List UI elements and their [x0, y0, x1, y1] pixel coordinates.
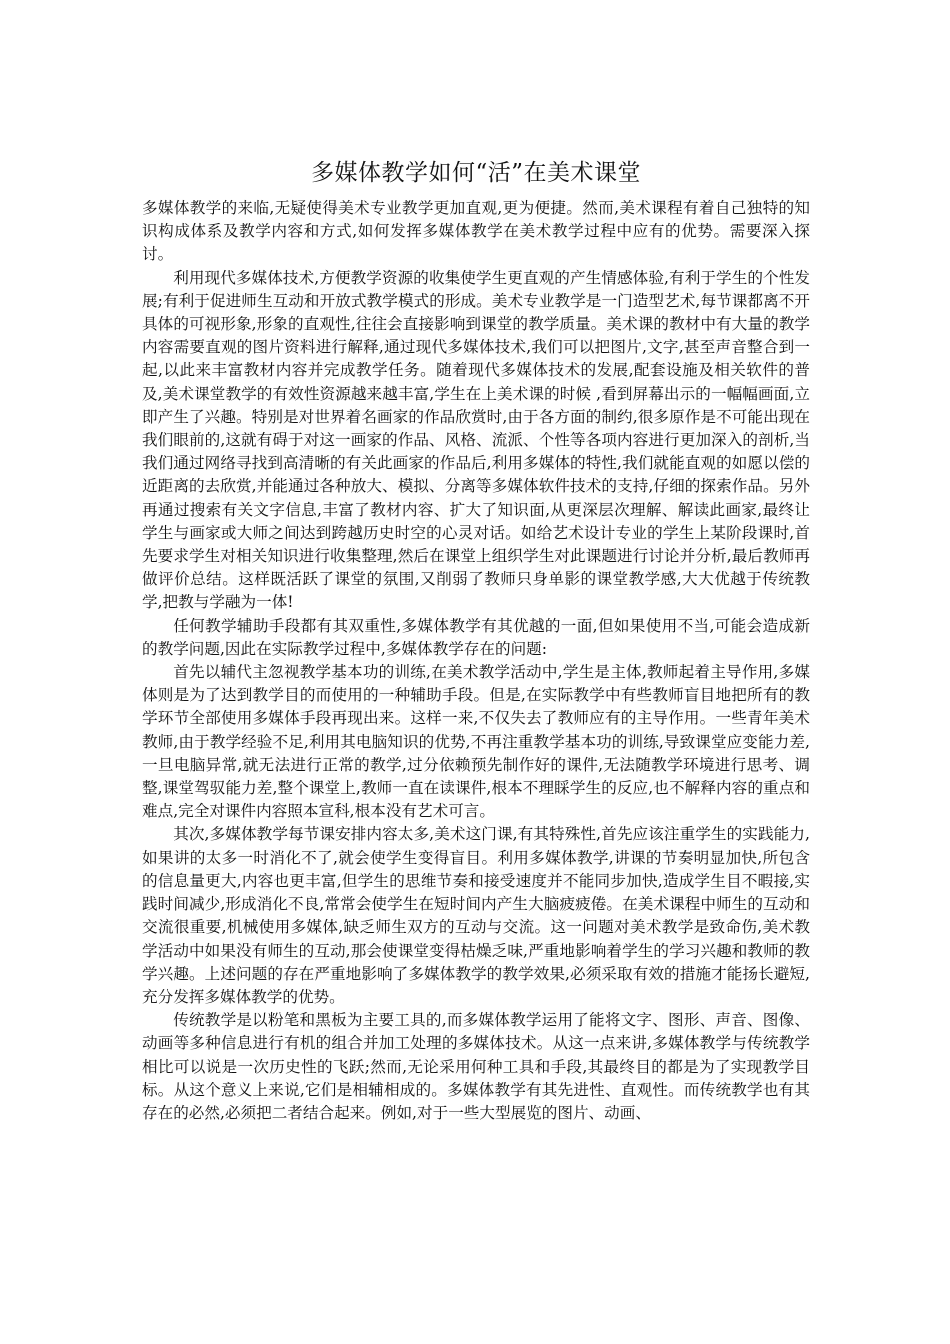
document-title: 多媒体教学如何“活”在美术课堂 [310, 160, 642, 186]
paragraph-intro: 多媒体教学的来临,无疑使得美术专业教学更加直观,更为便捷。然而,美术课程有着自己独特的知识构成体系及教学内容和方式,如何发挥多媒体教学在美术教学过程中应有的优势。需要深入探讨。 [142, 199, 810, 264]
paragraph-issues-intro: 任何教学辅助手段都有其双重性,多媒体教学有其优越的一面,但如果使用不当,可能会造成新的教学问题,因此在实际教学过程中,多媒体教学存在的问题: [142, 616, 810, 658]
paragraph-traditional: 传统教学是以粉笔和黑板为主要工具的,而多媒体教学运用了能将文字、图形、声音、图像、动画等多种信息进行有机的组合并加工处理的多媒体技术。从这一点来讲,多媒体教学与传统教学相比可以说是一次历史性的飞跃;然而,无论采用何种工具和手段,其最终目的都是为了实现教学目标。从这个意义上来说,它们是相辅相成的。多媒体教学有其先进性、直观性。而传统教学也有其存在的必然,必须把二者结合起来。例如,对于一些大型展览的图片、动画、 [142, 1011, 810, 1122]
document-page [142, 155, 810, 1125]
paragraph-issue-first: 首先以辅代主忽视教学基本功的训练,在美术教学活动中,学生是主体,教师起着主导作用,多媒体则是为了达到教学目的而使用的一种辅助手段。但是,在实际教学中有些教师盲目地把所有的教学环节全部使用多媒体手段再现出来。这样一来,不仅失去了教师应有的主导作用。一些青年美术教师,由于教学经验不足,利用其电脑知识的优势,不再注重教学基本功的训练,导致课堂应变能力差,一旦电脑异常,就无法进行正常的教学,过分依赖预先制作好的课件,无法随教学环境进行思考、调整,课堂驾驭能力差,整个课堂上,教师一直在读课件,根本不理睬学生的反应,也不解释内容的重点和难点,完全对课件内容照本宣科,根本没有艺术可言。 [142, 663, 810, 821]
paragraph-issue-second: 其次,多媒体教学每节课安排内容太多,美术这门课,有其特殊性,首先应该注重学生的实践能力,如果讲的太多一时消化不了,就会使学生变得盲目。利用多媒体教学,讲课的节奏明显加快,所包含的信息量更大,内容也更丰富,但学生的思维节奏和接受速度并不能同步加快,造成学生目不暇接,实践时间减少,形成消化不良,常常会使学生在短时间内产生大脑疲疲倦。在美术课程中师生的互动和交流很重要,机械使用多媒体,缺乏师生双方的互动与交流。这一问题对美术教学是致命伤,美术教学活动中如果没有师生的互动,那会使课堂变得枯燥乏味,严重地影响着学生的学习兴趣和教师的教学兴趣。上述问题的存在严重地影响了多媒体教学的教学效果,必须采取有效的措施才能扬长避短,充分发挥多媒体教学的优势。 [142, 825, 810, 1006]
paragraph-benefits: 利用现代多媒体技术,方便教学资源的收集使学生更直观的产生情感体验,有利于学生的个性发展;有利于促进师生互动和开放式教学模式的形成。美术专业教学是一门造型艺术,每节课都离不开具体的可视形象,形象的直观性,往往会直接影响到课堂的教学质量。美术课的教材中有大量的教学内容需要直观的图片资料进行解释,通过现代多媒体技术,我们可以把图片,文字,甚至声音整合到一起,以此来丰富教材内容并完成教学任务。随着现代多媒体技术的发展,配套设施及相关软件的普及,美术课堂教学的有效性资源越来越丰富,学生在上美术课的时候 ,看到屏幕出示的一幅幅画面,立即产生了兴趣。特别是对世界着名画家的作品欣赏时,由于各方面的制约,很多原作是不可能出现在我们眼前的,这就有碍于对这一画家的作品、风格、流派、个性等各项内容进行更加深入的剖析,当我们通过网络寻找到高清晰的有关此画家的作品后,利用多媒体的特性,我们就能直观的如愿以偿的近距离的去欣赏,并能通过各种放大、模拟、分离等多媒体软件技术的支持,仔细的探索作品。另外再通过搜索有关文字信息,丰富了教材内容、扩大了知识面,从更深层次理解、解读此画家,最终让学生与画家或大师之间达到跨越历史时空的心灵对话。如给艺术设计专业的学生上某阶段课时,首先要求学生对相关知识进行收集整理,然后在课堂上组织学生对此课题进行讨论并分析,最后教师再做评价总结。这样既活跃了课堂的氛围,又削弱了教师只身单影的课堂教学感,大大优越于传统教学,把教与学融为一体! [142, 268, 810, 612]
